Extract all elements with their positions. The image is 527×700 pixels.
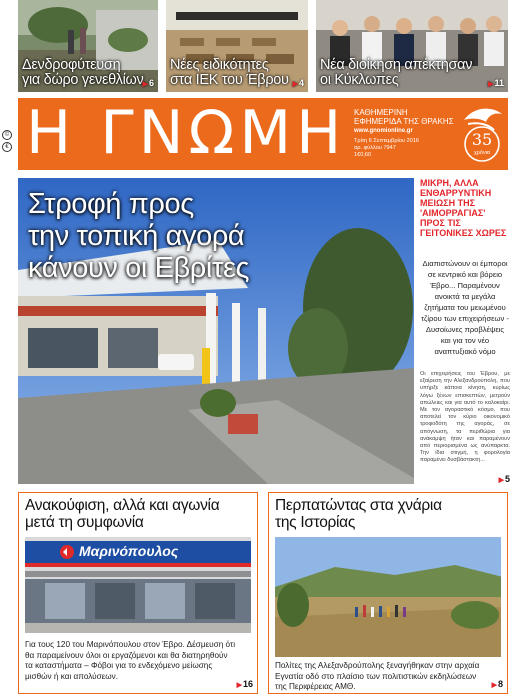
teaser-page-ref: ▶ 4: [293, 78, 304, 88]
story-text: Για τους 120 του Μαρινόπουλου στον Έβρο. Δέσμευση ότι θα παραμείνουν όλοι οι εργαζόμενοι και θα διατηρηθούν τα καταστήματα – Φόβοι για το ενδεχόμενο μείωσης μισθών ή και απολύσεων.: [25, 640, 236, 681]
euro-icon: €: [2, 142, 12, 152]
story-photo: [275, 537, 501, 657]
issue-info: [354, 138, 419, 159]
teaser-iek-specialties[interactable]: [166, 0, 308, 92]
masthead: [18, 98, 508, 170]
anniversary-badge: [458, 104, 506, 166]
side-marks: [2, 128, 14, 154]
teaser-caption: Νέα διοίκηση απέκτησαν οι Κύκλωπες: [320, 57, 473, 88]
story-photo: [25, 537, 251, 633]
teaser-kyklopes[interactable]: [316, 0, 508, 92]
anniversary-label: χρόνια: [473, 150, 491, 156]
story-headline: Περπατώντας στα χνάρια της Ιστορίας: [275, 497, 442, 531]
lead-lede: Διαπιστώνουν οι έμποροι σε κεντρικό και βόρειο Έβρο... Παραμένουν ανοικτά τα μεγάλα ζητήματα του μειωμένου τζίρου των επιχειρήσεων - Δυσοίωνες προβλέψεις και για τον νέο αναπτυξιακό νόμο: [421, 259, 509, 356]
issue-price: 1€0,60: [354, 152, 372, 158]
teaser-page-ref: ▶ 6: [143, 78, 154, 88]
issue-date: Τρίτη 6 Σεπτεμβρίου 2016: [354, 138, 419, 144]
story-egnatia-walk[interactable]: [268, 492, 508, 694]
story-text: Πολίτες της Αλεξανδρούπολης ξεναγήθηκαν στην αρχαία Εγνατία οδό στο πλαίσιο των πολιτιστικών εκδηλώσεων της Περιφέρειας ΑΜΘ.: [275, 661, 480, 691]
newspaper-logo[interactable]: Η ΓΝΩΜΗ: [26, 98, 347, 168]
store-sign-text: Μαρινόπουλος: [79, 543, 179, 559]
teaser-tree-planting[interactable]: [18, 0, 158, 92]
lead-page-ref[interactable]: ▶ 5: [499, 474, 510, 484]
lead-story[interactable]: [18, 178, 414, 484]
anniversary-number: 35: [471, 130, 493, 149]
copyright-icon: ©: [2, 130, 12, 140]
teaser-page-ref: ▶ 11: [488, 78, 504, 88]
story-page-ref[interactable]: ▶ 16: [237, 679, 253, 689]
hiking-photo: [275, 537, 501, 657]
lead-sidebar: [420, 178, 510, 484]
story-page-ref[interactable]: ▶ 8: [492, 679, 503, 689]
story-headline: Ανακούφιση, αλλά και αγωνία μετά τη συμφωνία: [25, 497, 220, 531]
lead-kicker: ΜΙΚΡΗ, ΑΛΛΑ ΕΝΘΑΡΡΥΝΤΙΚΗ ΜΕΙΩΣΗ ΤΗΣ 'ΑΙΜΟΡΡΑΓΙΑΣ' ΠΡΟΣ ΤΙΣ ΓΕΙΤΟΝΙΚΕΣ ΧΩΡΕΣ: [420, 178, 507, 238]
website-link[interactable]: www.gnomionline.gr: [354, 128, 413, 134]
lead-body: Οι επιχειρήσεις του Έβρου, με εξαίρεση την Αλεξανδρούπολη, που υπήρξε κάποια κίνηση, κυρίως λόγω ξένων επισκεπτών, μετρούν απώλειες και για αυτό το καλοκαίρι. Με τον αγοραστικό κόσμο, που αποτελεί τον κύριο οικονομικό τροφοδότη της αγοράς, σε απόγνωση, τα περιθώρια για ανάκαμψη ήταν και παραμένουν από περιορισμένα ως ανύπαρκτα. Την ίδια στιγμή, η φορολογία παραμένει δυσβάστακτη...: [420, 371, 510, 464]
teaser-caption: Δενδροφύτευση για δώρο γενεθλίων: [22, 57, 144, 88]
story-marinopoulos[interactable]: [18, 492, 258, 694]
masthead-tagline: ΚΑΘΗΜΕΡΙΝΗ ΕΦΗΜΕΡΙΔΑ ΤΗΣ ΘΡΑΚΗΣ: [354, 108, 454, 126]
teaser-caption: Νέες ειδικότητες στα ΙΕΚ του Έβρου: [170, 57, 289, 88]
lead-headline: Στροφή προς την τοπική αγορά κάνουν οι Εβρίτες: [28, 188, 250, 284]
issue-number: αρ. φύλλου 7947: [354, 145, 396, 151]
